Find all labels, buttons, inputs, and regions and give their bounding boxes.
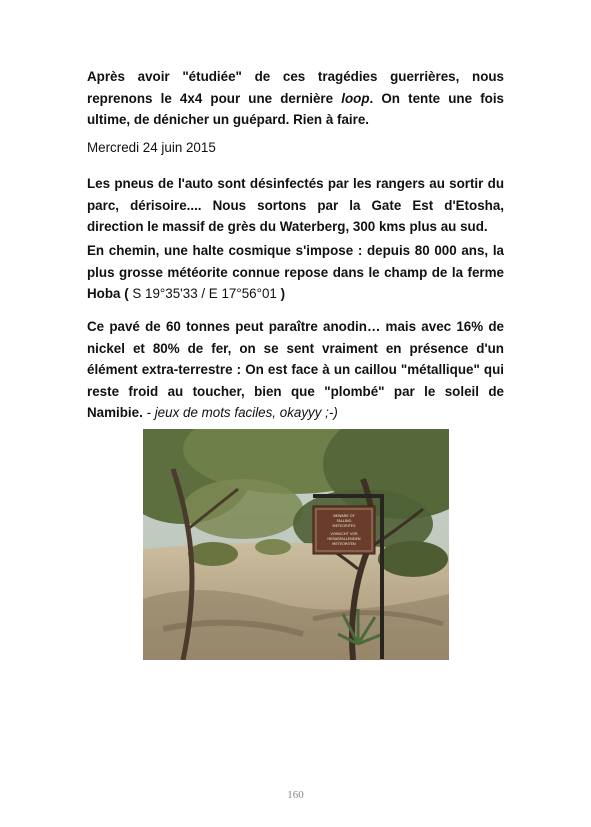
sign-line-2: FALLING <box>336 519 352 523</box>
paragraph-loop <box>87 66 504 131</box>
gps-coordinates: S 19°35'33 / E 17°56°01 <box>132 286 277 301</box>
sign-line-4: VORSICHT VOR <box>330 532 358 536</box>
date-heading: Mercredi 24 juin 2015 <box>87 140 216 155</box>
photo-meteorite-site <box>143 429 449 660</box>
paragraph-loop-text-b: . On tente une fois ultime, de dénicher un guépard. Rien à faire. <box>87 90 504 127</box>
sign-line-1: BEWARE OF <box>333 514 355 518</box>
paragraph-loop-text-a: Après avoir "étudiée" de ces tragédies guerrières, nous reprenons le 4x4 pour une dernière <box>87 69 504 106</box>
paragraph-meteorite <box>87 316 504 424</box>
sign-line-3: METEORITES <box>332 524 356 528</box>
paragraph-tires: Les pneus de l'auto sont désinfectés par les rangers au sortir du parc, dérisoire.... Nous sortons par la Gate Est d'Etosha, direction le massif de grès du Waterberg, 300 kms plus au sud. <box>87 176 504 234</box>
paragraph-hoba-text: En chemin, une halte cosmique s'impose : depuis 80 000 ans, la plus grosse météorite connue repose dans le champ de la ferme Hoba ( <box>87 243 504 301</box>
paragraph-loop-italic: loop <box>341 90 370 106</box>
photo-illustration <box>143 429 449 660</box>
sign-line-5: HERABFALLENDEN <box>327 537 361 541</box>
paragraph-meteorite-joke: - jeux de mots faciles, okayyy ;-) <box>142 405 338 420</box>
paragraph-hoba <box>87 240 504 305</box>
sign-line-6: METEORITEN <box>332 542 356 546</box>
paragraph-hoba-close: ) <box>276 286 286 301</box>
page-number: 160 <box>287 789 304 801</box>
paragraph-meteorite-text: Ce pavé de 60 tonnes peut paraître anodin… mais avec 16% de nickel et 80% de fer, on se sent vraiment en présence d'un élément extra-terrestre : On est face à un caillou "métallique" qui reste froid au toucher, bien que "plombé" par le soleil de Namibie. <box>87 319 504 420</box>
